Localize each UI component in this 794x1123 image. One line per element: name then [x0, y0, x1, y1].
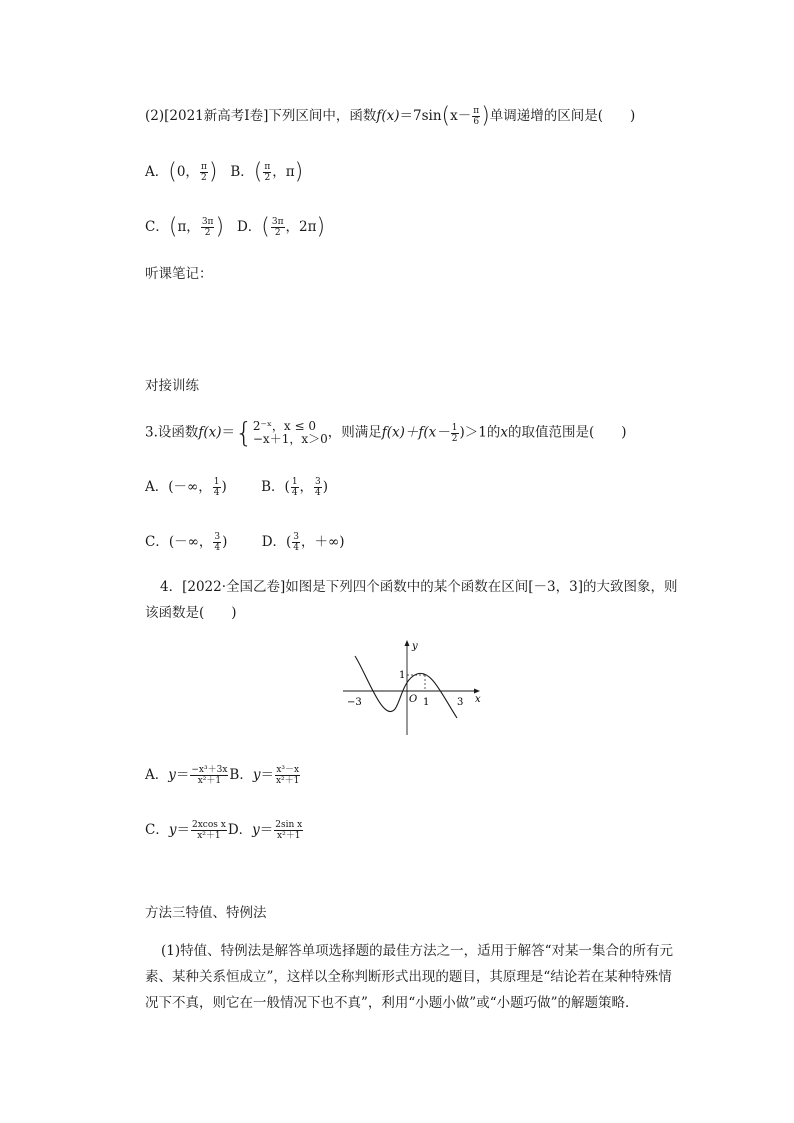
q4-optA-label: A．	[145, 767, 169, 783]
q3-options-ab	[145, 477, 328, 498]
frac-num: −x³＋3x	[191, 765, 228, 775]
frac-den: 4	[293, 543, 300, 553]
paren: )	[215, 214, 225, 240]
q3-optC-frac	[213, 532, 221, 553]
x-axis-label: x	[475, 694, 481, 705]
frac-den: x²＋1	[197, 831, 221, 841]
q2-lparen: (	[441, 103, 451, 129]
y-axis-label: y	[412, 641, 418, 652]
q2-optA-left: 0，	[176, 164, 199, 180]
frac-num: 3	[214, 532, 221, 542]
q2-stem-c: 单调递增的区间是( )	[489, 108, 636, 124]
paren: (	[253, 159, 263, 185]
q2-rparen: )	[481, 103, 490, 129]
q4-optD-frac	[274, 820, 303, 841]
q4-optB-eq: ＝	[260, 767, 274, 783]
q4-stem-line1: 4．[2022·全国乙卷]如图是下列四个函数中的某个函数在区间[－3，3]的大致图象，则	[160, 579, 678, 595]
q2-optC-left: π，	[177, 219, 200, 235]
frac-den: x²＋1	[277, 831, 301, 841]
frac-num: 3	[315, 477, 321, 487]
q3-optA-frac	[213, 477, 221, 498]
q3-optD-label: D．(	[261, 534, 292, 550]
paren: (	[168, 159, 177, 185]
origin-label: O	[409, 694, 418, 705]
frac-num: π	[264, 162, 271, 172]
q2-optD-label: D．	[236, 219, 262, 235]
q3-stem-e: 的取值范围是( )	[508, 424, 627, 441]
q2-optB-label: B．	[230, 164, 254, 180]
paren: )	[208, 159, 218, 185]
frac-num: 2xcos x	[191, 820, 226, 830]
q2-stem-a: (2)[2021新高考Ⅰ卷]下列区间中，函数	[145, 108, 377, 124]
q4-optB-frac	[275, 765, 300, 786]
q3-optB-sep: ，	[299, 479, 314, 495]
frac-den: x²＋1	[275, 776, 300, 786]
q4-optD-y: y	[252, 822, 260, 838]
q3-case1: 2⁻ˣ，x ≤ 0	[252, 419, 317, 433]
q3-options-cd	[145, 532, 345, 553]
q4-optB-label: B．	[229, 767, 253, 783]
q3-stem-x: x	[500, 424, 508, 441]
frac-num: 1	[451, 422, 458, 433]
q3-stem-c: f(x)＋f(x－	[381, 424, 450, 441]
section-title: 对接训练	[145, 378, 199, 394]
q3-eq: ＝	[221, 424, 236, 441]
q4-optD-label: D．	[227, 822, 253, 838]
q2-pi-over-6	[472, 106, 480, 127]
q4-optC-y: y	[168, 822, 177, 838]
q3-stem-d: )＞1的	[459, 424, 501, 441]
q2-optC-frac	[201, 217, 215, 238]
notes-label: 听课笔记：	[145, 266, 213, 282]
q4-optA-y: y	[168, 767, 176, 783]
frac-den: 2	[264, 173, 271, 183]
q2-optD-right: ，2π	[285, 219, 317, 235]
q2-stem-b: ＝7sin	[399, 108, 442, 124]
x-tick-3: 3	[457, 697, 464, 708]
q4-optC-frac	[191, 820, 227, 841]
x-tick-neg3: −3	[347, 697, 362, 708]
paren: )	[316, 214, 326, 240]
q2-stem-x: x－	[450, 108, 472, 124]
q2-optA-frac	[200, 162, 208, 183]
frac-num: 1	[291, 477, 298, 487]
q3-optA-end: )	[221, 479, 227, 495]
q4-options-ab	[145, 765, 301, 786]
q3-optB-label: B．(	[261, 479, 290, 495]
frac-num: 3π	[201, 217, 214, 227]
q4-stem-line2: 该函数是( )	[145, 605, 237, 621]
q4-optA-frac	[190, 765, 228, 786]
q3-case2: −x＋1，x＞0	[252, 432, 328, 446]
q2-optB-frac	[263, 162, 271, 183]
q3-optB-end: )	[322, 479, 329, 495]
q3-half	[451, 423, 459, 444]
frac-den: 4	[214, 543, 221, 553]
paren: )	[294, 159, 304, 185]
q3-optD-end: ，＋∞)	[301, 534, 345, 550]
q3-optA-label: A．(－∞，	[145, 479, 212, 495]
frac-num: 3π	[271, 217, 284, 227]
y-axis-arrow-icon	[405, 640, 410, 646]
q4-optB-y: y	[252, 767, 261, 783]
method-title: 方法三特值、特例法	[145, 905, 267, 921]
q3-optC-label: C．(－∞，	[145, 534, 213, 550]
frac-den: 4	[291, 488, 298, 498]
x-axis-arrow-icon	[474, 689, 480, 694]
q2-six: 6	[473, 117, 480, 127]
q2-options-cd	[145, 214, 326, 240]
q3-piecewise	[253, 420, 328, 446]
q3-stem-a: 3.设函数	[145, 424, 199, 441]
frac-den: x²＋1	[197, 776, 222, 786]
q3-optB-frac2	[314, 477, 322, 498]
q3-brace: {	[235, 416, 253, 449]
q3-stem-b: ，则满足	[327, 424, 382, 441]
q2-optC-label: C．	[145, 219, 169, 235]
paren: (	[168, 214, 178, 240]
frac-den: 2	[201, 173, 207, 183]
q3-fx: f(x)	[198, 424, 222, 441]
q3-stem	[145, 416, 627, 449]
q4-optD-eq: ＝	[259, 822, 274, 838]
q2-fx: f(x)	[376, 108, 400, 124]
q3-optC-end: )	[222, 534, 228, 550]
q4-optA-eq: ＝	[175, 767, 190, 783]
x-tick-1: 1	[423, 697, 430, 708]
q2-options-ab	[145, 159, 304, 185]
frac-den: 4	[315, 488, 321, 498]
frac-num: 3	[293, 532, 300, 542]
frac-den: 4	[213, 488, 220, 498]
paren: (	[261, 214, 270, 240]
frac-den: 2	[204, 228, 211, 238]
q2-optD-frac	[271, 217, 285, 238]
method-paragraph: (1)特值、特例法是解答单项选择题的最佳方法之一，适用于解答“对某一集合的所有元素、某种关系恒成立”，这样以全称判断形式出现的题目，其原理是“结论若在某种特殊情况下不真，则它在一般情况下也不真”，利用“小题小做”或“小题巧做”的解题策略．	[145, 943, 674, 1011]
frac-num: 2sin x	[275, 820, 303, 830]
q2-stem	[145, 103, 636, 129]
q3-optB-frac1	[291, 477, 299, 498]
frac-num: x³－x	[276, 765, 300, 775]
q4-options-cd	[145, 820, 304, 841]
q4-optC-eq: ＝	[176, 822, 190, 838]
q4-optC-label: C．	[145, 822, 169, 838]
q4-function-graph	[335, 635, 485, 740]
frac-den: 2	[451, 433, 458, 444]
q2-optB-right: ，π	[272, 164, 295, 180]
q2-pi: π	[473, 106, 480, 116]
frac-num: 1	[213, 477, 220, 487]
frac-num: π	[200, 162, 207, 172]
y-tick-1: 1	[399, 670, 406, 681]
q3-optD-frac	[292, 532, 300, 553]
function-curve	[355, 656, 457, 718]
frac-den: 2	[274, 228, 281, 238]
q2-optA-label: A．	[145, 164, 169, 180]
